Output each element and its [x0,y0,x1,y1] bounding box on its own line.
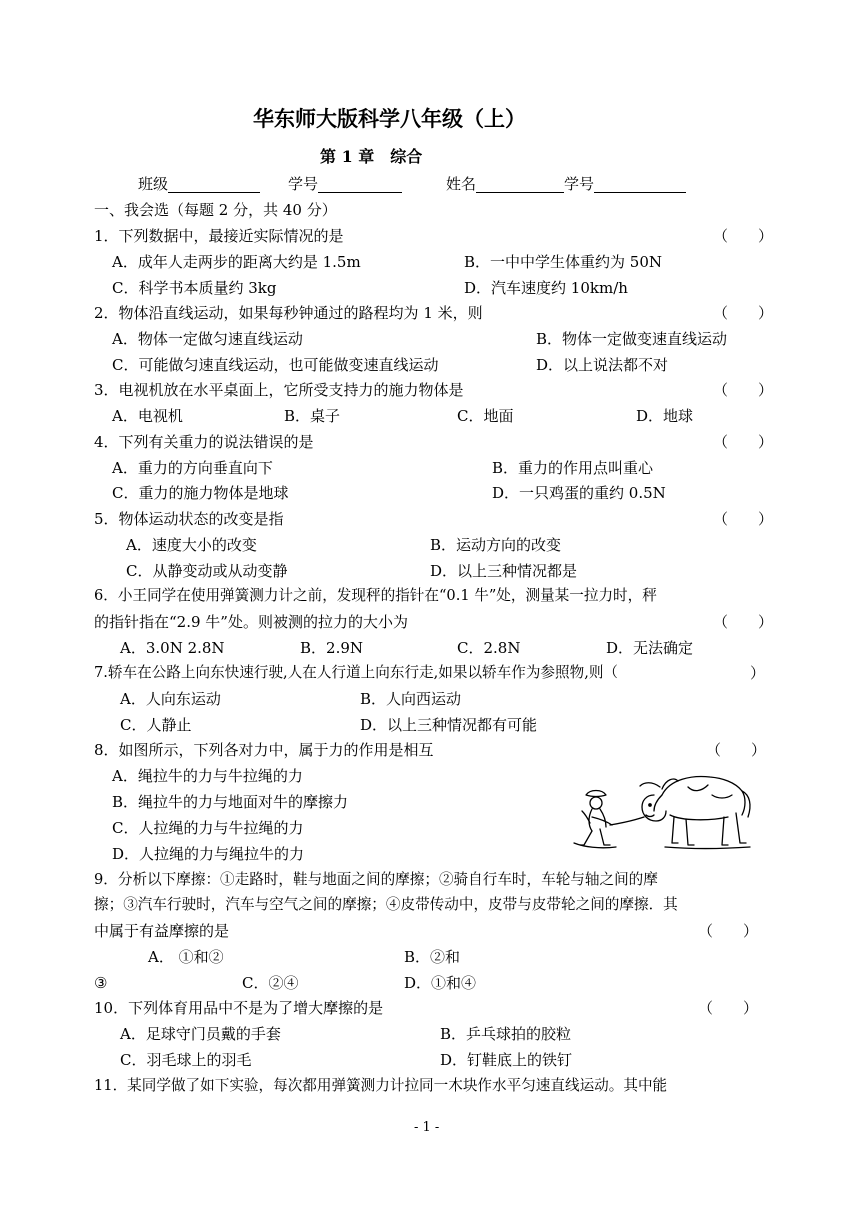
name-blank[interactable] [476,177,564,193]
q8-option-d: D．人拉绳的力与绳拉牛的力 [112,845,305,863]
q5-option-b: B．运动方向的改变 [430,536,562,554]
q9-option-d: D．①和④ [404,974,477,992]
question-4-stem: 4．下列有关重力的说法错误的是 [94,433,314,451]
q4-option-b: B．重力的作用点叫重心 [492,459,654,477]
question-3-stem: 3．电视机放在水平桌面上，它所受支持力的施力物体是 [94,381,464,399]
answer-parentheses-end[interactable]: ） [750,664,766,682]
q5-option-a: A．速度大小的改变 [126,536,257,554]
question-1-stem: 1．下列数据中，最接近实际情况的是 [94,227,344,245]
answer-parentheses[interactable]: （ ） [706,741,767,759]
q6-option-a: A．3.0N 2.8N [120,639,225,657]
student-id-blank-2[interactable] [594,177,686,193]
page-title: 华东师大版科学八年级（上） [253,106,526,131]
q6-option-b: B．2.9N [300,639,364,657]
student-id-label-2: 学号 [564,175,595,193]
name-label: 姓名 [446,175,477,193]
q7-option-b: B．人向西运动 [360,690,462,708]
q10-option-c: C．羽毛球上的羽毛 [120,1051,252,1069]
question-5-stem: 5．物体运动状态的改变是指 [94,510,284,528]
question-9-line-1: 9．分析以下摩擦：①走路时，鞋与地面之间的摩擦；②骑自行车时，车轮与轴之间的摩 [94,871,658,888]
q9-option-a: A． ①和② [148,948,224,966]
q9-option-c: C．②④ [242,974,299,992]
class-blank[interactable] [168,177,260,193]
answer-parentheses[interactable]: （ ） [713,433,774,451]
q9-option-b: B．②和 [404,948,461,966]
question-7-stem: 7.轿车在公路上向东快速行驶,人在人行道上向东行走,如果以轿车作为参照物,则（ [94,664,619,681]
q4-option-c: C．重力的施力物体是地球 [112,484,289,502]
q3-option-d: D．地球 [636,407,694,425]
q6-option-c: C．2.8N [457,639,521,657]
q4-option-d: D．一只鸡蛋的重约 0.5N [492,484,666,502]
q7-option-c: C．人静止 [120,716,192,734]
answer-parentheses[interactable]: （ ） [698,922,759,940]
question-2-stem: 2．物体沿直线运动，如果每秒钟通过的路程均为 1 米，则 [94,304,483,322]
student-id-label: 学号 [288,175,319,193]
q10-option-a: A．足球守门员戴的手套 [120,1025,281,1043]
question-11-line-1: 11．某同学做了如下实验，每次都用弹簧测力计拉同一木块作水平匀速直线运动。其中能 [94,1077,668,1094]
question-9-line-3: 中属于有益摩擦的是 [94,922,230,940]
answer-parentheses[interactable]: （ ） [713,227,774,245]
q5-option-c: C．从静变动或从动变静 [126,562,288,580]
q8-option-a: A．绳拉牛的力与牛拉绳的力 [112,767,303,785]
q2-option-b: B．物体一定做变速直线运动 [536,330,728,348]
answer-parentheses[interactable]: （ ） [713,613,774,631]
q1-option-c: C．科学书本质量约 3kg [112,279,277,297]
q5-option-d: D．以上三种情况都是 [430,562,578,580]
chapter-title: 第 1 章 综合 [320,147,423,166]
question-9-line-2: 擦；③汽车行驶时，汽车与空气之间的摩擦；④皮带传动中，皮带与皮带轮之间的摩擦．其 [94,896,678,913]
q3-option-a: A．电视机 [112,407,183,425]
question-6-line-1: 6．小王同学在使用弹簧测力计之前，发现秤的指针在“0.1 牛”处，测量某一拉力时，秤 [94,587,657,604]
q6-option-d: D．无法确定 [606,639,694,657]
section-heading: 一、我会选（每题 2 分，共 40 分） [94,201,337,219]
q1-option-b: B．一中中学生体重约为 50N [464,253,663,271]
class-label: 班级 [138,175,169,193]
q1-option-d: D．汽车速度约 10km/h [464,279,628,297]
q10-option-b: B．乒乓球拍的胶粒 [440,1025,572,1043]
answer-parentheses[interactable]: （ ） [713,381,774,399]
q4-option-a: A．重力的方向垂直向下 [112,459,273,477]
q2-option-a: A．物体一定做匀速直线运动 [112,330,303,348]
q7-option-a: A．人向东运动 [120,690,221,708]
page-number: - 1 - [414,1120,440,1135]
q8-option-b: B．绳拉牛的力与地面对牛的摩擦力 [112,793,349,811]
answer-parentheses[interactable]: （ ） [713,510,774,528]
q8-option-c: C．人拉绳的力与牛拉绳的力 [112,819,304,837]
person-pulling-bull-illustration [570,765,755,860]
q2-option-c: C．可能做匀速直线运动，也可能做变速直线运动 [112,356,439,374]
q3-option-c: C．地面 [457,407,514,425]
answer-parentheses[interactable]: （ ） [713,304,774,322]
q7-option-d: D．以上三种情况都有可能 [360,716,538,734]
q2-option-d: D．以上说法都不对 [536,356,669,374]
q10-option-d: D．钉鞋底上的铁钉 [440,1051,573,1069]
answer-parentheses[interactable]: （ ） [698,999,759,1017]
question-10-stem: 10．下列体育用品中不是为了增大摩擦的是 [94,999,384,1017]
q3-option-b: B．桌子 [284,407,341,425]
q1-option-a: A．成年人走两步的距离大约是 1.5m [112,253,361,271]
q9-option-b-continued: ③ [94,974,108,992]
question-8-stem: 8．如图所示，下列各对力中，属于力的作用是相互 [94,741,434,759]
student-id-blank[interactable] [318,177,402,193]
question-6-line-2: 的指针指在“2.9 牛”处。则被测的拉力的大小为 [94,613,408,631]
info-line [138,175,686,193]
